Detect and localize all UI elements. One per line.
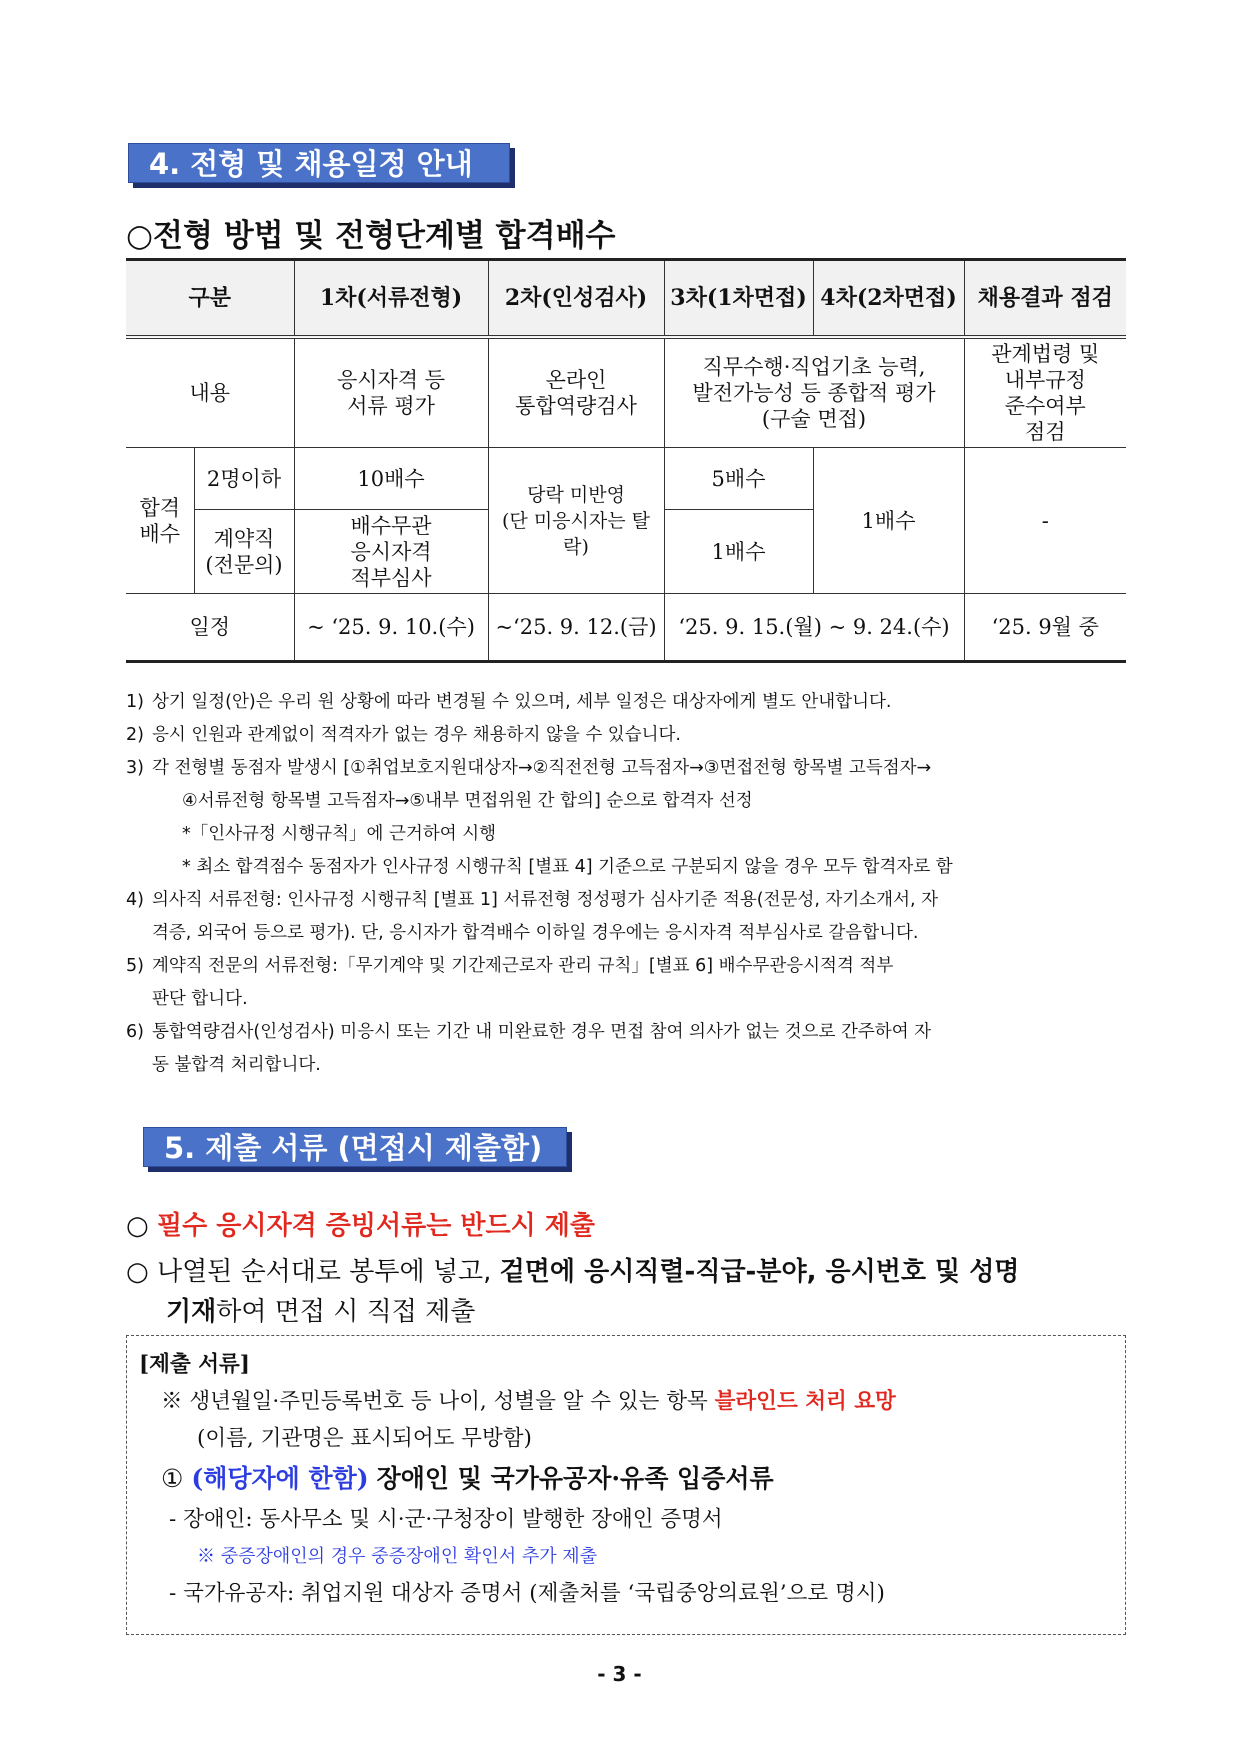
line-disabled: - 장애인: 동사무소 및 시·군·구청장이 발행한 장애인 증명서 — [169, 1507, 723, 1532]
selection-schedule-table — [126, 258, 1126, 663]
header-category: 구분 — [126, 260, 294, 338]
box-heading: [제출 서류] — [139, 1352, 250, 1377]
note-6: 6) 통합역량검사(인성검사) 미응시 또는 기간 내 미완료한 경우 면접 참여 의사가 없는 것으로 간주하여 자 동 불합격 처리합니다. — [126, 1022, 932, 1075]
requirement-2: ○ 나열된 순서대로 봉투에 넣고, 겉면에 응시직렬-직급-분야, 응시번호 및 성명 기재하여 면접 시 직접 제출 — [126, 1257, 1020, 1327]
page-number: - 3 - — [597, 1662, 642, 1686]
row-two-or-fewer-label: 2명이하 — [194, 448, 294, 510]
section4-heading: 4. 전형 및 채용일정 안내 — [128, 143, 510, 183]
note-4: 4) 의사직 서류전형: 인사규정 시행규칙 [별표 1] 서류전형 정성평가 심사기준 적용(전문성, 자기소개서, 자 격증, 외국어 등으로 평가). 단, 응시자가 합격배수 이하일 경우에는 응시자격 적부심사로 갈음합니다. — [126, 890, 939, 943]
blind-notice: ※ 생년월일·주민등록번호 등 나이, 성별을 알 수 있는 항목 블라인드 처리 요망 — [161, 1389, 896, 1414]
schedule-stage2: ~‘25. 9. 12.(금) — [488, 594, 664, 662]
blind-notice-sub: (이름, 기관명은 표시되어도 무방함) — [197, 1426, 532, 1451]
schedule-stage3-4: ‘25. 9. 15.(월) ~ 9. 24.(수) — [664, 594, 964, 662]
content-label: 내용 — [126, 337, 294, 448]
row-two-or-fewer-stage3: 5배수 — [664, 448, 813, 510]
note-3-star-2: * 최소 합격점수 동점자가 인사규정 시행규칙 [별표 4] 기준으로 구분되지 않을 경우 모두 합격자로 함 — [182, 857, 953, 877]
line-severe-disabled: ※ 중증장애인의 경우 중증장애인 확인서 추가 제출 — [197, 1546, 598, 1567]
requirement-1: ○ 필수 응시자격 증빙서류는 반드시 제출 — [126, 1211, 596, 1241]
pass-result-check: - — [964, 448, 1126, 594]
header-stage3: 3차(1차면접) — [664, 260, 813, 338]
schedule-label: 일정 — [126, 594, 294, 662]
content-stage2: 온라인 통합역량검사 — [488, 337, 664, 448]
row-contract-stage3: 1배수 — [664, 510, 813, 594]
content-stage3-4: 직무수행·직업기초 능력, 발전가능성 등 종합적 평가 (구술 면접) — [664, 337, 964, 448]
selection-subtitle: ○전형 방법 및 전형단계별 합격배수 — [126, 218, 616, 254]
schedule-result-check: ‘25. 9월 중 — [964, 594, 1126, 662]
pass-stage2: 당락 미반영 (단 미응시자는 탈락) — [488, 448, 664, 594]
notes-list — [126, 686, 1126, 1082]
pass-stage4: 1배수 — [813, 448, 964, 594]
header-result-check: 채용결과 점검 — [964, 260, 1126, 338]
header-stage2: 2차(인성검사) — [488, 260, 664, 338]
row-two-or-fewer-stage1: 10배수 — [294, 448, 488, 510]
note-3-star-1: *「인사규정 시행규칙」에 근거하여 시행 — [182, 824, 497, 844]
note-1: 1) 상기 일정(안)은 우리 원 상황에 따라 변경될 수 있으며, 세부 일정은 대상자에게 별도 안내합니다. — [126, 692, 892, 712]
row-contract-stage1: 배수무관 응시자격 적부심사 — [294, 510, 488, 594]
header-stage1: 1차(서류전형) — [294, 260, 488, 338]
note-2: 2) 응시 인원과 관계없이 적격자가 없는 경우 채용하지 않을 수 있습니다. — [126, 725, 681, 745]
item-1: ① (해당자에 한함) 장애인 및 국가유공자·유족 입증서류 — [161, 1464, 774, 1493]
header-stage4: 4차(2차면접) — [813, 260, 964, 338]
content-stage1: 응시자격 등 서류 평가 — [294, 337, 488, 448]
row-contract-label: 계약직 (전문의) — [194, 510, 294, 594]
note-3: 3) 각 전형별 동점자 발생시 [①취업보호지원대상자→②직전전형 고득점자→③면접전형 항목별 고득점자→ ④서류전형 항목별 고득점자→⑤내부 면접위원 간 합의] 순으로 합격자 선정 *「인사규정 시행규칙」에 근거하여 시행 * 최소 합격점수 동점자가 인사규정 시행규칙 [별표 4] 기준으로 구분되지 않을 경우 모두 합격자로 함 — [126, 752, 1126, 884]
submission-documents-box — [126, 1335, 1126, 1635]
content-result-check: 관계법령 및 내부규정 준수여부 점검 — [964, 337, 1126, 448]
section5-heading: 5. 제출 서류 (면접시 제출함) — [143, 1127, 567, 1167]
pass-multiple-label: 합격 배수 — [126, 448, 194, 594]
schedule-stage1: ~ ‘25. 9. 10.(수) — [294, 594, 488, 662]
note-5: 5) 계약직 전문의 서류전형:「무기계약 및 기간제근로자 관리 규칙」[별표 6] 배수무관응시적격 적부 판단 합니다. — [126, 956, 894, 1009]
line-veteran: - 국가유공자: 취업지원 대상자 증명서 (제출처를 ‘국립중앙의료원’으로 명시) — [169, 1581, 885, 1606]
